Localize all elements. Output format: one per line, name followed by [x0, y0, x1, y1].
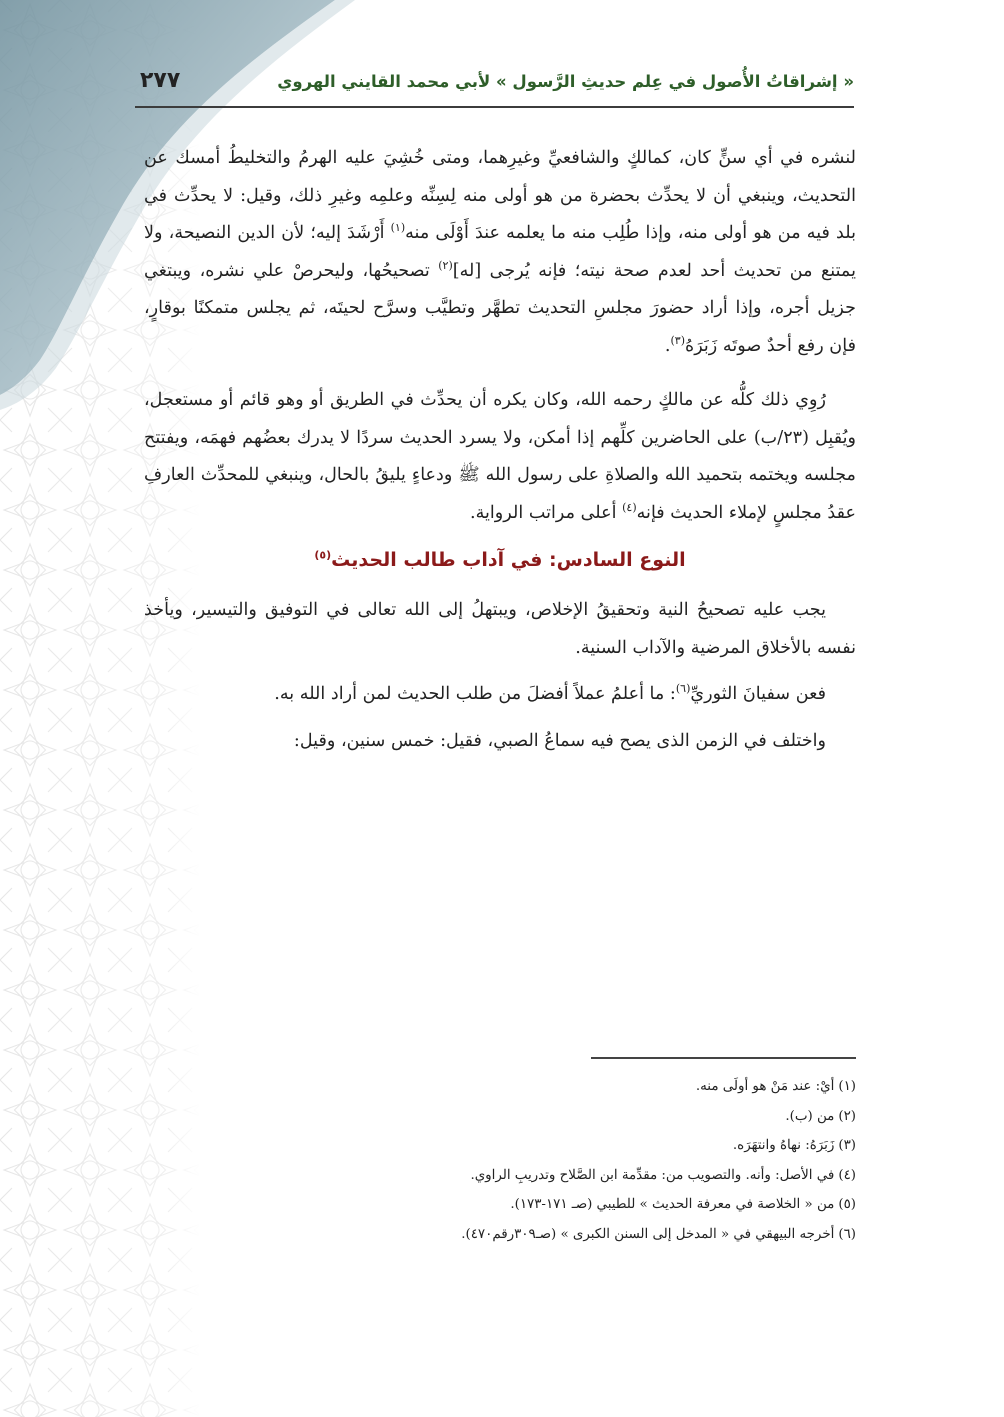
paragraph: واختلف في الزمن الذى يصح فيه سماعُ الصبي، فقيل: خمس سنين، وقيل: [293, 730, 826, 751]
footnote-number: (٢) [838, 1108, 856, 1124]
footnote-divider [591, 1057, 856, 1059]
footnote-number: (٣) [838, 1138, 856, 1153]
header-divider [135, 106, 854, 108]
footnote-ref[interactable]: (٣) [670, 333, 685, 347]
section-heading: النوع السادس: في آداب طالب الحديث$^{(٥)}$ [314, 548, 686, 571]
page-number: ٢٧٧ [140, 68, 181, 93]
footnote: (٤)في الأصل: وأنه. والتصويب من: مقدِّمة ابن الصَّلاح وتدريبِ الراوي. [470, 1167, 856, 1183]
footnote: (١)أيْ: عند مَنْ هو أولَى منه. [695, 1079, 856, 1094]
footnote: (٣)زَبَرَهُ: نهاهُ وانتهَرَه. [732, 1138, 856, 1153]
footnote-number: (٥) [838, 1197, 856, 1212]
paragraph: رُوِي ذلك كلُّه عن مالكٍ رحمه الله، وكان يكره أن يحدِّث في الطريق أو وهو قائم أو مستعجل، ويُقبِل (٢٣/ب) على الحاضرين كلِّهم إذا أمكن، ولا يسرد الحديث سردًا لا يدرك بعضُهم فهمَه، ويفتتح مجلسه ويختمه بتحميد الله والصلاةِ على رسول الله ﷺ ودعاءٍ يليقُ بالحال، وينبغي للمحدِّث العارفِ عقدُ مجلسٍ لإملاء الحديث فإنه$^{(٤)}$ أعلى مراتب الرواية. [144, 390, 857, 523]
page-header [135, 64, 854, 108]
footnote-ref[interactable]: (١) [390, 221, 406, 235]
footnote-number: (١) [838, 1079, 856, 1094]
footnote-number: (٤) [838, 1167, 856, 1183]
footnote: (٥)من « الخلاصة في معرفة الحديث » للطيبي (صـ ١٧١-١٧٣). [510, 1197, 856, 1212]
paragraph: فعن سفيانَ الثوريِّ$^{(٦)}$: ما أعلمُ عملاً أفضلَ من طلب الحديث لمن أراد الله به. [274, 682, 826, 704]
main-text [144, 140, 856, 760]
paragraph: يجب عليه تصحيحُ النية وتحقيقُ الإخلاص، ويبتهلُ إلى الله تعالى في التوفيق والتيسير، ويأخذ نفسه بالأخلاق المرضية والآداب السنية. [144, 600, 856, 658]
footnote: (٦)أخرجه البيهقي في « المدخل إلى السنن الكبرى » (صـ٣٠٩رقم٤٧٠). [461, 1226, 856, 1242]
footnote-ref[interactable]: (٢) [438, 258, 453, 272]
footnote-ref[interactable]: (٦) [675, 682, 691, 696]
footnotes [144, 1072, 856, 1249]
footnote-ref[interactable]: (٤) [622, 500, 637, 514]
running-title: « إشراقاتُ الأُصول في عِلم حديثِ الرَّسول » لأبي محمد القايني الهروي [277, 72, 854, 91]
footnote: (٢)من (ب). [785, 1108, 856, 1124]
paragraph: لنشره في أي سنٍّ كان، كمالكٍ والشافعيِّ وغيرِهما، ومتى خُشِيَ عليه الهرمُ والتخليطُ أمسك عن التحديث، وينبغي أن لا يحدِّث بحضرة من هو أولى منه لِسِنِّه وعلمِه وغيرِ ذلك، وقيل: لا يحدِّث في بلد فيه من هو أولى منه، وإذا طُلِب منه ما يعلمه عندَ أَوْلَى منه$^{(١)}$ أَرْشَدَ إليه؛ لأن الدين النصيحة، ولا يمتنع من تحديث أحد لعدم صحة نيته؛ فإنه يُرجى [له]$^{(٢)}$ تصحيحُها، وليحرصْ علي نشره، ويبتغي جزيل أجره، وإذا أراد حضورَ مجلسِ التحديث تطهَّر وتطيَّب وسرَّح لحيتَه، ثم يجلس متمكنًا بوقارٍ، فإن رفع أحدٌ صوتَه زَبَرَهُ$^{(٣)}$. [144, 148, 856, 356]
footnote-ref[interactable]: (٥) [314, 548, 332, 562]
footnote-number: (٦) [838, 1226, 856, 1242]
